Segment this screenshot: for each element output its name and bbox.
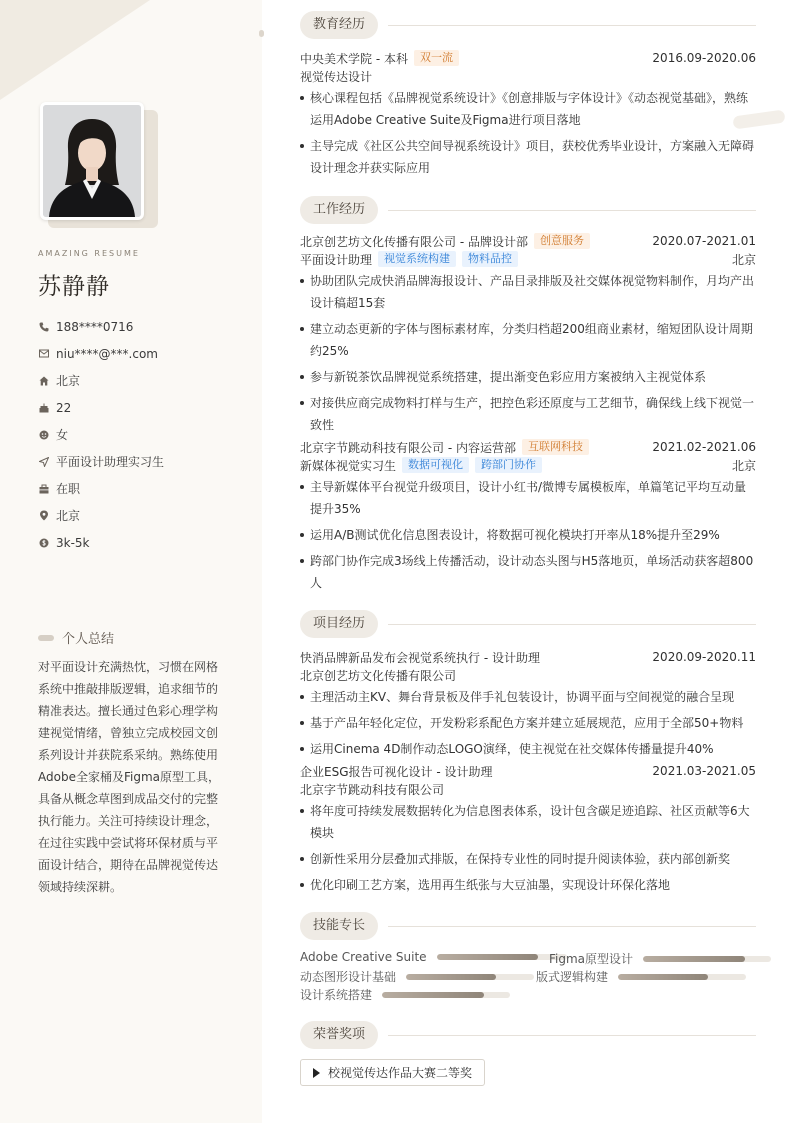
skill-name: 版式逻辑构建 bbox=[536, 970, 609, 984]
role-tag: 视觉系统构建 bbox=[378, 251, 456, 267]
skill-level-bar bbox=[618, 974, 746, 980]
project-org-row bbox=[300, 666, 756, 684]
skill-level-fill bbox=[618, 974, 708, 980]
skill-level-bar bbox=[406, 974, 534, 980]
avatar bbox=[40, 102, 144, 220]
company-name: 北京字节跳动科技有限公司 - 内容运营部 bbox=[300, 440, 516, 455]
project-entry-2 bbox=[300, 762, 756, 900]
send-icon bbox=[38, 456, 49, 467]
skill-item bbox=[300, 968, 534, 985]
company-name: 北京创艺坊文化传播有限公司 - 品牌设计部 bbox=[300, 234, 528, 249]
education-bullets bbox=[300, 87, 756, 179]
role-tag: 跨部门协作 bbox=[475, 457, 542, 473]
work-header-row bbox=[300, 232, 756, 250]
list-item: 对接供应商完成物料打样与生产，把控色彩还原度与工艺细节，确保线上线下视觉一致性 bbox=[300, 392, 756, 436]
email-text: niu****@***.com bbox=[56, 346, 158, 361]
skill-item bbox=[300, 986, 510, 1003]
company-tag: 互联网科技 bbox=[522, 439, 589, 455]
info-age bbox=[38, 394, 164, 421]
summary-heading bbox=[38, 628, 114, 647]
section-skills bbox=[300, 912, 756, 940]
work-city: 北京 bbox=[731, 252, 756, 267]
section-education bbox=[300, 11, 756, 39]
school-name: 中央美术学院 - 本科 bbox=[300, 51, 408, 66]
corner-decoration bbox=[0, 0, 150, 100]
list-item: 将年度可持续发展数据转化为信息图表体系，设计包含碳足迹追踪、社区贡献等6大模块 bbox=[300, 800, 756, 844]
list-item: 跨部门协作完成3场线上传播活动，设计动态头图与H5落地页，单场活动获客超800人 bbox=[300, 550, 756, 594]
section-divider bbox=[388, 926, 756, 927]
role-tag: 数据可视化 bbox=[402, 457, 469, 473]
summary-heading-bar bbox=[38, 635, 54, 641]
project-org: 北京创艺坊文化传播有限公司 bbox=[300, 668, 457, 683]
project-org: 北京字节跳动科技有限公司 bbox=[300, 782, 445, 797]
play-triangle-icon bbox=[313, 1068, 320, 1078]
award-badge bbox=[300, 1059, 485, 1086]
section-title-education: 教育经历 bbox=[300, 11, 378, 39]
education-header-row bbox=[300, 49, 756, 67]
info-phone bbox=[38, 313, 164, 340]
work-role-row bbox=[300, 250, 756, 268]
role-tag: 物料品控 bbox=[462, 251, 518, 267]
skill-item bbox=[549, 950, 771, 967]
list-item: 协助团队完成快消品牌海报设计、产品目录排版及社交媒体视觉物料制作，月均产出设计稿超15套 bbox=[300, 270, 756, 314]
list-item: 核心课程包括《品牌视觉系统设计》《创意排版与字体设计》《动态视觉基础》，熟练运用Adobe Creative Suite及Figma进行项目落地 bbox=[300, 87, 756, 131]
education-entry bbox=[300, 49, 756, 183]
project-org-row bbox=[300, 780, 756, 798]
summary-title: 个人总结 bbox=[62, 632, 115, 647]
info-email bbox=[38, 340, 164, 367]
list-item: 运用Cinema 4D制作动态LOGO演绎，使主视觉在社交媒体传播量提升40% bbox=[300, 738, 756, 760]
skill-level-bar bbox=[643, 956, 771, 962]
summary-text: 对平面设计充满热忱，习惯在网格系统中推敲排版逻辑，追求细节的精准表达。擅长通过色彩心理学构建视觉情绪，曾独立完成校园文创系列设计并获院系采纳。熟练使用Adobe全家桶及Figma原型工具，具备从概念草图到成品交付的完整执行能力。关注可持续设计理念，在过往实践中尝试将环保材质与平面设计结合，期待在品牌视觉传达领域持续深耕。 bbox=[38, 660, 220, 894]
status-text: 在职 bbox=[56, 482, 81, 496]
residence-text: 北京 bbox=[56, 374, 81, 388]
list-item: 主导完成《社区公共空间导视系统设计》项目，获校优秀毕业设计，方案融入无障碍设计理念并获实际应用 bbox=[300, 135, 756, 179]
contact-info-list bbox=[38, 313, 164, 556]
work-date: 2021.02-2021.06 bbox=[652, 440, 756, 454]
major-name: 视觉传达设计 bbox=[300, 69, 373, 84]
skill-name: 动态图形设计基础 bbox=[300, 970, 397, 984]
info-target-city bbox=[38, 502, 164, 529]
skill-name: Adobe Creative Suite bbox=[300, 950, 427, 964]
list-item: 参与新锐茶饮品牌视觉系统搭建，提出渐变色彩应用方案被纳入主视觉体系 bbox=[300, 366, 756, 388]
target-position-text: 平面设计助理实习生 bbox=[56, 455, 165, 469]
work-bullets bbox=[300, 270, 756, 436]
list-item: 主导新媒体平台视觉升级项目，设计小红书/微博专属模板库，单篇笔记平均互动量提升35% bbox=[300, 476, 756, 520]
skill-name: Figma原型设计 bbox=[549, 952, 634, 966]
project-header-row bbox=[300, 648, 756, 666]
work-bullets bbox=[300, 476, 756, 594]
role-name: 平面设计助理 bbox=[300, 252, 373, 267]
profile-photo-frame bbox=[40, 102, 144, 220]
target-city-text: 北京 bbox=[56, 509, 81, 523]
project-name: 企业ESG报告可视化设计 - 设计助理 bbox=[300, 764, 493, 779]
phone-icon bbox=[38, 321, 49, 332]
work-entry-1 bbox=[300, 232, 756, 440]
section-divider bbox=[388, 624, 756, 625]
work-role-row bbox=[300, 456, 756, 474]
section-projects bbox=[300, 610, 756, 638]
skill-level-fill bbox=[437, 954, 538, 960]
project-name: 快消品牌新品发布会视觉系统执行 - 设计助理 bbox=[300, 650, 540, 665]
sidebar bbox=[0, 0, 262, 1123]
gender-text: 女 bbox=[56, 428, 69, 442]
role-name: 新媒体视觉实习生 bbox=[300, 458, 397, 473]
skill-item bbox=[300, 950, 567, 964]
section-work bbox=[300, 196, 756, 224]
age-text: 22 bbox=[56, 400, 72, 415]
award-name: 校视觉传达作品大赛二等奖 bbox=[328, 1066, 473, 1080]
section-divider bbox=[388, 210, 756, 211]
work-city: 北京 bbox=[731, 458, 756, 473]
skill-item bbox=[536, 968, 746, 985]
mail-icon bbox=[38, 348, 49, 359]
section-awards bbox=[300, 1021, 756, 1049]
work-entry-2 bbox=[300, 438, 756, 598]
info-gender bbox=[38, 421, 164, 448]
school-tag: 双一流 bbox=[414, 50, 459, 66]
location-pin-icon bbox=[38, 510, 49, 521]
skill-level-bar bbox=[437, 954, 567, 960]
project-date: 2020.09-2020.11 bbox=[652, 650, 756, 664]
work-date: 2020.07-2021.01 bbox=[652, 234, 756, 248]
phone-text: 188****0716 bbox=[56, 319, 134, 334]
salary-text: 3k-5k bbox=[56, 535, 90, 550]
info-status bbox=[38, 475, 164, 502]
info-target-position bbox=[38, 448, 164, 475]
salary-icon bbox=[38, 537, 49, 548]
cake-icon bbox=[38, 402, 49, 413]
skill-name: 设计系统搭建 bbox=[300, 988, 373, 1002]
section-title-work: 工作经历 bbox=[300, 196, 378, 224]
list-item: 运用A/B测试优化信息图表设计，将数据可视化模块打开率从18%提升至29% bbox=[300, 524, 756, 546]
company-tag: 创意服务 bbox=[534, 233, 590, 249]
candidate-name: 苏静静 bbox=[38, 274, 110, 300]
project-bullets bbox=[300, 686, 756, 760]
decoration-dot bbox=[259, 30, 264, 37]
section-title-projects: 项目经历 bbox=[300, 610, 378, 638]
project-header-row bbox=[300, 762, 756, 780]
skill-level-fill bbox=[643, 956, 745, 962]
gender-icon bbox=[38, 429, 49, 440]
briefcase-icon bbox=[38, 483, 49, 494]
section-title-awards: 荣誉奖项 bbox=[300, 1021, 378, 1049]
work-header-row bbox=[300, 438, 756, 456]
section-divider bbox=[388, 25, 756, 26]
resume-subtitle: AMAZING RESUME bbox=[38, 249, 140, 258]
home-icon bbox=[38, 375, 49, 386]
info-residence bbox=[38, 367, 164, 394]
list-item: 主理活动主KV、舞台背景板及伴手礼包装设计，协调平面与空间视觉的融合呈现 bbox=[300, 686, 756, 708]
education-major-row bbox=[300, 67, 756, 85]
skill-level-fill bbox=[382, 992, 484, 998]
info-salary bbox=[38, 529, 164, 556]
section-title-skills: 技能专长 bbox=[300, 912, 378, 940]
project-bullets bbox=[300, 800, 756, 896]
portrait-image bbox=[43, 105, 141, 217]
section-divider bbox=[388, 1035, 756, 1036]
skill-level-bar bbox=[382, 992, 510, 998]
list-item: 建立动态更新的字体与图标素材库，分类归档超200组商业素材，缩短团队设计周期约25% bbox=[300, 318, 756, 362]
list-item: 优化印刷工艺方案，选用再生纸张与大豆油墨，实现设计环保化落地 bbox=[300, 874, 756, 896]
list-item: 基于产品年轻化定位，开发粉彩系配色方案并建立延展规范，应用于全部50+物料 bbox=[300, 712, 756, 734]
project-entry-1 bbox=[300, 648, 756, 764]
education-date: 2016.09-2020.06 bbox=[652, 51, 756, 65]
list-item: 创新性采用分层叠加式排版，在保持专业性的同时提升阅读体验，获内部创新奖 bbox=[300, 848, 756, 870]
skill-level-fill bbox=[406, 974, 496, 980]
project-date: 2021.03-2021.05 bbox=[652, 764, 756, 778]
